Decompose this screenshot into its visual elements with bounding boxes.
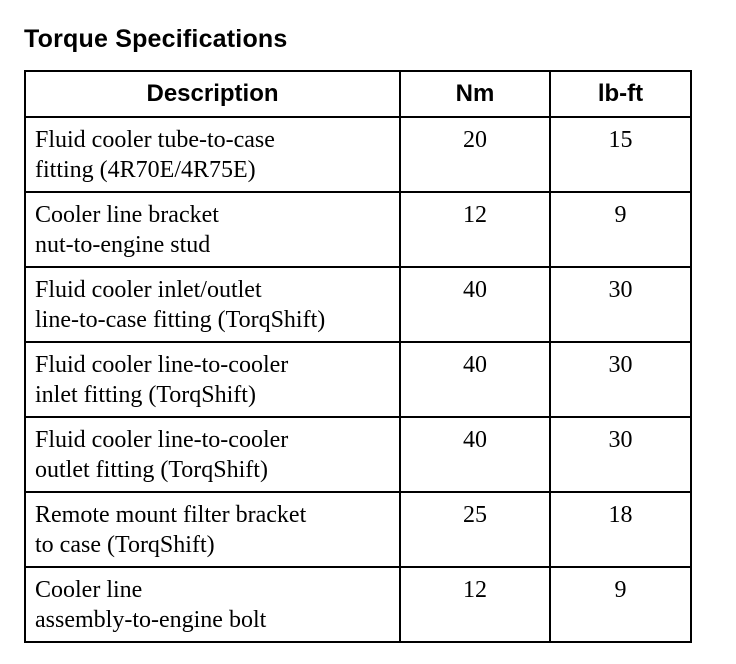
torque-spec-table	[24, 70, 692, 643]
description-cell	[25, 567, 400, 642]
page-title: Torque Specifications	[24, 25, 288, 53]
description-cell	[25, 117, 400, 192]
description-line: outlet fitting (TorqShift)	[35, 457, 268, 483]
description-line: Fluid cooler line-to-cooler	[35, 352, 289, 378]
lbft-cell: 18	[550, 492, 691, 567]
column-header-lbft: lb-ft	[550, 71, 691, 117]
description-line: line-to-case fitting (TorqShift)	[35, 307, 326, 333]
nm-cell: 40	[400, 267, 550, 342]
table-row	[25, 417, 691, 492]
description-line: Cooler line bracket	[35, 202, 219, 228]
table-row	[25, 492, 691, 567]
nm-cell: 20	[400, 117, 550, 192]
table-row	[25, 192, 691, 267]
table-row	[25, 567, 691, 642]
nm-cell: 12	[400, 192, 550, 267]
nm-cell: 40	[400, 417, 550, 492]
table-header-row	[25, 71, 691, 117]
description-line: assembly-to-engine bolt	[35, 607, 267, 633]
lbft-cell: 15	[550, 117, 691, 192]
description-line: Remote mount filter bracket	[35, 502, 307, 528]
description-cell	[25, 267, 400, 342]
description-line: to case (TorqShift)	[35, 532, 215, 558]
description-line: Fluid cooler inlet/outlet	[35, 277, 262, 303]
column-header-nm: Nm	[400, 71, 550, 117]
description-line: fitting (4R70E/4R75E)	[35, 157, 256, 183]
table-row	[25, 342, 691, 417]
description-line: Cooler line	[35, 577, 143, 603]
table-row	[25, 117, 691, 192]
table-row	[25, 267, 691, 342]
description-cell	[25, 192, 400, 267]
nm-cell: 40	[400, 342, 550, 417]
lbft-cell: 30	[550, 267, 691, 342]
description-line: Fluid cooler line-to-cooler	[35, 427, 289, 453]
nm-cell: 25	[400, 492, 550, 567]
lbft-cell: 30	[550, 417, 691, 492]
lbft-cell: 9	[550, 567, 691, 642]
description-line: Fluid cooler tube-to-case	[35, 127, 275, 153]
column-header-description: Description	[25, 71, 400, 117]
description-cell	[25, 342, 400, 417]
description-line: nut-to-engine stud	[35, 232, 211, 258]
lbft-cell: 30	[550, 342, 691, 417]
nm-cell: 12	[400, 567, 550, 642]
description-cell	[25, 417, 400, 492]
lbft-cell: 9	[550, 192, 691, 267]
description-cell	[25, 492, 400, 567]
description-line: inlet fitting (TorqShift)	[35, 382, 256, 408]
